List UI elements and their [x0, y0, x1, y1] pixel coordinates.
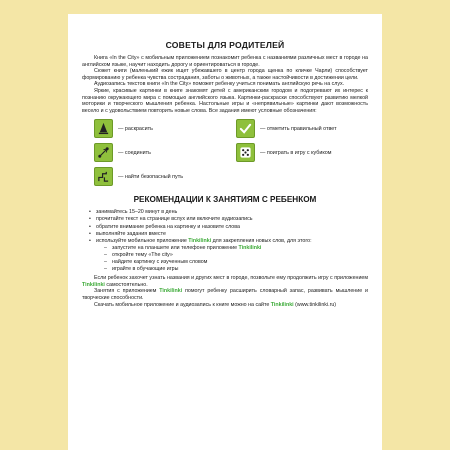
task-legend: [94, 119, 368, 186]
list-item: – откройте тему «The city»: [82, 252, 368, 259]
list-item: – запустите на планшете или телефоне приложение Tinkilinki: [82, 245, 368, 252]
legend-item-connect: [94, 143, 226, 162]
list-item: • занимайтесь 15–20 минут в день: [82, 209, 368, 216]
paragraph-intro: Книга «In the City» с мобильным приложением познакомит ребенка с названиями различных мест в городе на английском языке, научит находить дорогу и ориентироваться в городе.: [82, 55, 368, 68]
recommendations-title: РЕКОМЕНДАЦИИ К ЗАНЯТИЯМ С РЕБЕНКОМ: [133, 195, 317, 205]
list-item: – найдите картинку с изученным словом: [82, 259, 368, 266]
page-title: СОВЕТЫ ДЛЯ РОДИТЕЛЕЙ: [165, 40, 285, 50]
app-name: Tinkilinki: [188, 237, 212, 244]
connect-dots-icon: [94, 143, 113, 162]
legend-item-check: [236, 119, 368, 138]
paragraph-download: Скачать мобильное приложение и аудиозапись к книге можно на сайте Tinkilinki (www.tinkilinki.ru): [94, 301, 337, 308]
paragraph-benefits: Занятия с приложением Tinkilinki помогут ребенку расширить словарный запас, развивать мышление и творческие способности.: [82, 288, 368, 301]
legend-label: — поиграть в игру с кубиком: [260, 149, 332, 156]
app-steps-list: [82, 245, 368, 273]
legend-label: — соединить: [118, 149, 151, 156]
list-item: – играйте в обучающие игры: [82, 266, 368, 273]
list-item: • прочитайте текст на странице вслух или включите аудиозапись: [82, 216, 368, 223]
app-name: Tinkilinki: [238, 244, 262, 251]
list-item: • обратите внимание ребенка на картинку и назовите слова: [82, 224, 368, 231]
coloring-cone-icon: [94, 119, 113, 138]
app-name: Tinkilinki: [82, 281, 105, 288]
recommendations-list: [82, 209, 368, 244]
maze-path-icon: [94, 167, 113, 186]
dice-icon: [236, 143, 255, 162]
book-page: [68, 14, 382, 450]
paragraph-plot: Сюжет книги (маленький ежик ищет убежавшего в центр города щенка по кличке Чарли) способствует формированию у ребенка чувства сострадания, заботы о животных, а также настойчивости в достижении цели.: [82, 68, 368, 81]
app-name: Tinkilinki: [159, 288, 183, 295]
legend-label: — найти безопасный путь: [118, 173, 184, 180]
legend-item-maze: [94, 167, 226, 186]
legend-item-dice: [236, 143, 368, 162]
checkmark-icon: [236, 119, 255, 138]
paragraph-pictures: Яркие, красивые картинки в книге знакомят детей с американским городом и подогревают их интерес к познанию окружающего мира с помощью английского языка. Картинки-раскраски способствуют развитию мелкой моторики и творческого мышления ребенка. Настольные игры и «непрявильные» картинки дают возможность весело и с удовольствием повторить новые слова. Все задания имеют условные обозначения:: [82, 87, 368, 114]
legend-label: — раскрасить: [118, 125, 153, 132]
app-name: Tinkilinki: [270, 301, 294, 308]
paragraph-continue: Если ребенок захочет узнать названия и других мест в городе, позвольте ему продолжить игру с приложением Tinkilinki самостоятельно.: [82, 275, 368, 288]
legend-item-coloring: [94, 119, 226, 138]
list-item-app: • используйте мобильное приложение Tinkilinki для закрепления новых слов, для этого:: [82, 238, 368, 245]
list-item: • выполняйте задания вместе: [82, 231, 368, 238]
paragraph-audio: Аудиозапись текстов книги «In the City» поможет ребенку учиться понимать английскую речь на слух.: [94, 81, 345, 88]
legend-label: — отметить правильный ответ: [260, 125, 337, 132]
